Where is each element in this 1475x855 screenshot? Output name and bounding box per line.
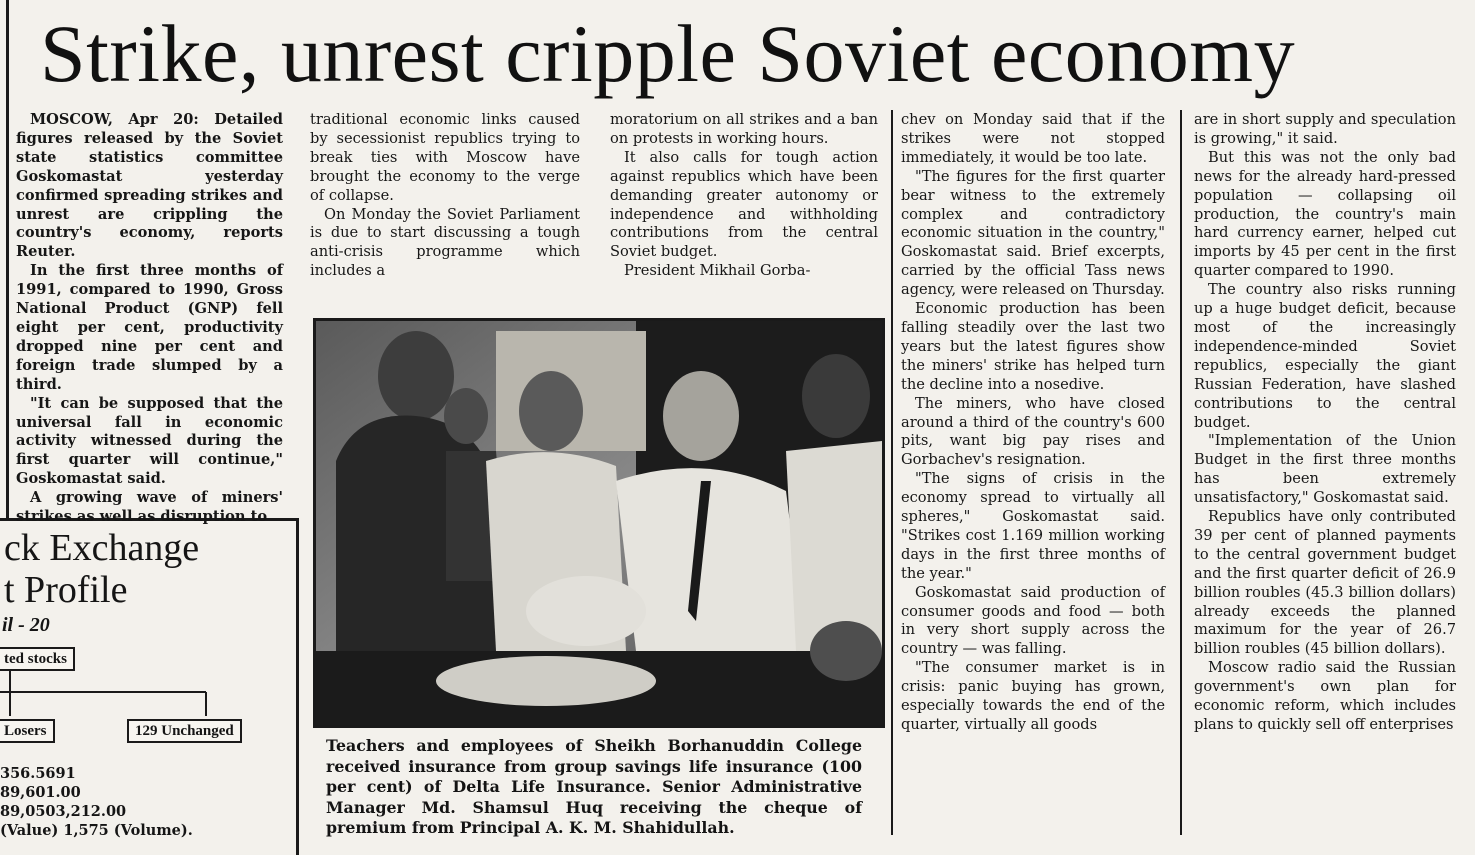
article-column-1 [16,111,283,527]
article-paragraph: Economic production has been falling steadily over the last two years but the latest figures show the miners' strike has helped turn the decline into a nosedive. [901,300,1165,393]
article-paragraph: The country also risks running up a huge budget deficit, because most of the increasingly independence-minded Soviet republics, especially the giant Russian Federation, have slashed contributions to the central budget. [1194,281,1456,431]
news-photo [313,318,885,728]
left-border-rule [6,0,9,520]
article-paragraph: A growing wave of miners' strikes as well as disruption to [16,489,283,526]
stock-value-2: 89,601.00 [0,784,81,801]
article-paragraph: chev on Monday said that if the strikes were not stopped immediately, it would be too late. [901,111,1165,166]
photo-caption: Teachers and employees of Sheikh Borhanuddin College received insurance from group savings life insurance (100 per cent) of Delta Life Insurance. Senior Administrative Manager Md. Shamsul Huq receiving the cheque of premium from Principal A. K. M. Shahidullah. [326,736,862,837]
stock-value-1: 356.5691 [0,765,76,782]
stock-value-3: 89,0503,212.00 [0,803,127,820]
stock-date: il - 20 [2,614,50,636]
photo-illustration [316,321,882,725]
article-column-5 [1194,111,1456,735]
article-column-3 [610,111,878,281]
article-paragraph: "The figures for the first quarter bear witness to the extremely complex and contradictory economic situation in the country," Goskomastat said. Brief excerpts, carried by the official Tass news agency, were released on Thursday. [901,167,1165,299]
article-paragraph: On Monday the Soviet Parliament is due to start discussing a tough anti-crisis programme which includes a [310,205,580,280]
article-paragraph: MOSCOW, Apr 20: Detailed figures released by the Soviet state statistics committee Goskomastat yesterday confirmed spreading strikes and unrest are crippling the country's economy, reports Reuter. [16,111,283,261]
article-paragraph: The miners, who have closed around a third of the country's 600 pits, want big pay rises and Gorbachev's resignation. [901,394,1165,469]
stock-title-line2: t Profile [4,569,128,611]
article-paragraph: moratorium on all strikes and a ban on protests in working hours. [610,111,878,147]
article-paragraph: In the first three months of 1991, compared to 1990, Gross National Product (GNP) fell eight per cent, productivity dropped nine per cent and foreign trade slumped by a third. [16,262,283,393]
stock-tree-lines [0,670,296,720]
article-paragraph: traditional economic links caused by secessionist republics trying to break ties with Moscow have brought the economy to the verge of collapse. [310,111,580,204]
losers-box: Losers [0,719,55,743]
article-paragraph: But this was not the only bad news for the already hard-pressed population — collapsing oil production, the country's main hard currency earner, helped cut imports by 45 per cent in the first quarter compared to 1990. [1194,148,1456,280]
article-paragraph: President Mikhail Gorba- [624,262,811,280]
article-column-4 [901,111,1165,735]
stock-box-right-rule [296,518,299,855]
article-paragraph: Moscow radio said the Russian government's own plan for economic reform, which includes plans to quickly sell off enterprises [1194,659,1456,733]
stock-value-4: (Value) 1,575 (Volume). [0,822,193,839]
article-column-2 [310,111,580,281]
stock-exchange-panel [0,522,296,855]
headline: Strike, unrest cripple Soviet economy [40,8,1296,99]
article-paragraph: It also calls for tough action against republics which have been demanding greater autonomy or independence and withholding contributions from the central Soviet budget. [610,148,878,261]
article-paragraph: "The signs of crisis in the economy spread to virtually all spheres," Goskomastat said. "Strikes cost 1.169 million working days in the first three months of the year." [901,470,1165,582]
unchanged-box: 129 Unchanged [127,719,242,743]
column-rule-4 [891,110,893,835]
article-paragraph: are in short supply and speculation is growing," it said. [1194,111,1456,147]
article-paragraph: Republics have only contributed 39 per cent of planned payments to the central government budget and the first quarter deficit of 26.9 billion roubles (45.3 billion dollars) already exceeds the planned maximum for the year of 26.7 billion roubles (45 billion dollars). [1194,508,1456,658]
article-paragraph: "The consumer market is in crisis: panic buying has grown, especially towards the end of the quarter, virtually all goods [901,659,1165,733]
listed-stocks-box: ted stocks [0,647,75,671]
article-paragraph: "It can be supposed that the universal fall in economic activity witnessed during the first quarter will continue," Goskomastat said. [16,394,283,488]
column-rule-5 [1180,110,1182,835]
stock-title-line1: ck Exchange [4,527,200,569]
article-paragraph: "Implementation of the Union Budget in the first three months has been extremely unsatisfactory," Goskomastat said. [1194,432,1456,507]
article-paragraph: Goskomastat said production of consumer goods and food — both in very short supply across the country — was falling. [901,583,1165,658]
